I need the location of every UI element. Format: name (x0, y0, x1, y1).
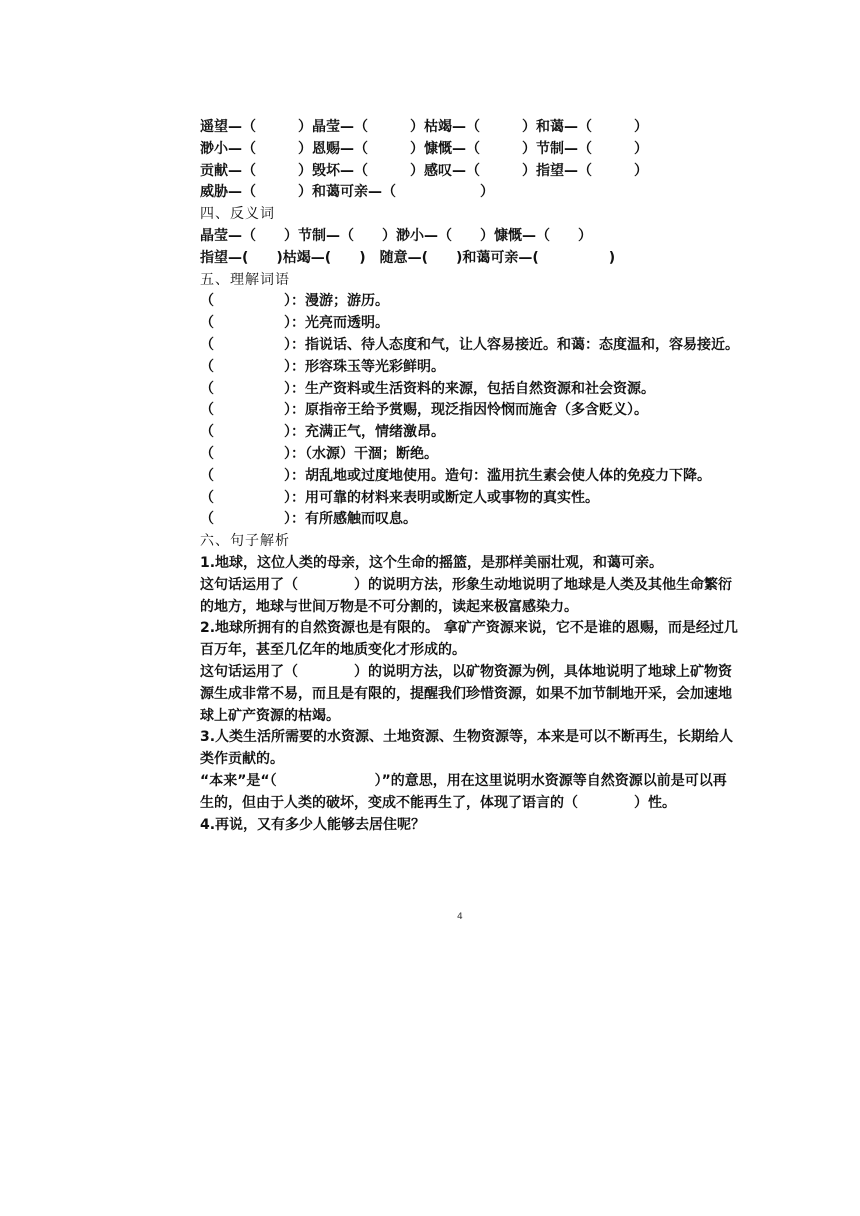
explain-item: （ ）：充满正气，情绪激昂。 (200, 424, 445, 441)
analysis-paragraph: “本来”是“（ ）”的意思，用在这里说明水资源等自然资源以前是可以再生的，但由于人类的破坏，变成不能再生了，体现了语言的（ ）性。 (200, 772, 727, 811)
analysis-paragraph: 这句话运用了（ ）的说明方法，形象生动地说明了地球是人类及其他生命繁衍的地方，地球与世间万物是不可分割的，读起来极富感染力。 (200, 576, 732, 615)
analysis-paragraph: 这句话运用了（ ）的说明方法，以矿物资源为例，具体地说明了地球上矿物资源生成非常不易，而且是有限的，提醒我们珍惜资源，如果不加节制地开采，会加速地球上矿产资源的枯竭。 (200, 663, 732, 724)
synonym-row: 渺小—（ ）恩赐—（ ）慷慨—（ ）节制—（ ） (200, 140, 648, 157)
analysis-paragraph: 2.地球所拥有的自然资源也是有限的。 拿矿产资源来说，它不是谁的恩赐，而是经过几百万年，甚至几亿年的地质变化才形成的。 (200, 620, 738, 659)
explain-item: （ ）：有所感触而叹息。 (200, 511, 417, 528)
explain-item: （ ）：胡乱地或过度地使用。造句：滥用抗生素会使人体的免疫力下降。 (200, 467, 711, 484)
explain-item: （ ）：用可靠的材料来表明或断定人或事物的真实性。 (200, 489, 599, 506)
explain-item: （ ）：形容珠玉等光彩鲜明。 (200, 358, 445, 375)
synonym-row: 威胁—（ ）和蔼可亲—（ ） (200, 184, 494, 201)
worksheet-content (200, 117, 740, 836)
explain-item: （ ）：漫游；游历。 (200, 293, 389, 310)
explain-item: （ ）：光亮而透明。 (200, 315, 389, 332)
section-heading-explain: 五、理解词语 (200, 271, 290, 288)
section-heading-antonyms: 四、反义词 (200, 206, 275, 223)
synonym-row: 遥望—（ ）晶莹—（ ）枯竭—（ ）和蔼—（ ） (200, 119, 648, 135)
analysis-paragraph: 3.人类生活所需要的水资源、土地资源、生物资源等，本来是可以不断再生，长期给人类作贡献的。 (200, 729, 734, 768)
antonym-row: 晶莹—（ ）节制—（ ）渺小—（ ）慷慨—（ ） (200, 227, 592, 244)
antonym-row: 指望—( )枯竭—( ) 随意—( )和蔼可亲—( ) (200, 249, 616, 266)
explain-item: （ ）：（水源）干涸；断绝。 (200, 445, 438, 462)
explain-item: （ ）：指说话、待人态度和气，让人容易接近。和蔼：态度温和，容易接近。 (200, 336, 739, 353)
explain-item: （ ）：原指帝王给予赏赐，现泛指因怜悯而施舍（多含贬义）。 (200, 402, 648, 419)
analysis-paragraph: 4.再说，又有多少人能够去居住呢？ (200, 816, 426, 833)
explain-item: （ ）：生产资料或生活资料的来源，包括自然资源和社会资源。 (200, 380, 655, 397)
synonym-row: 贡献—（ ）毁坏—（ ）感叹—（ ）指望—（ ） (200, 162, 648, 179)
analysis-paragraph: 1.地球，这位人类的母亲，这个生命的摇篮，是那样美丽壮观，和蔼可亲。 (200, 554, 664, 571)
page-number: 4 (457, 912, 463, 922)
section-heading-analysis: 六、句子解析 (200, 533, 290, 550)
